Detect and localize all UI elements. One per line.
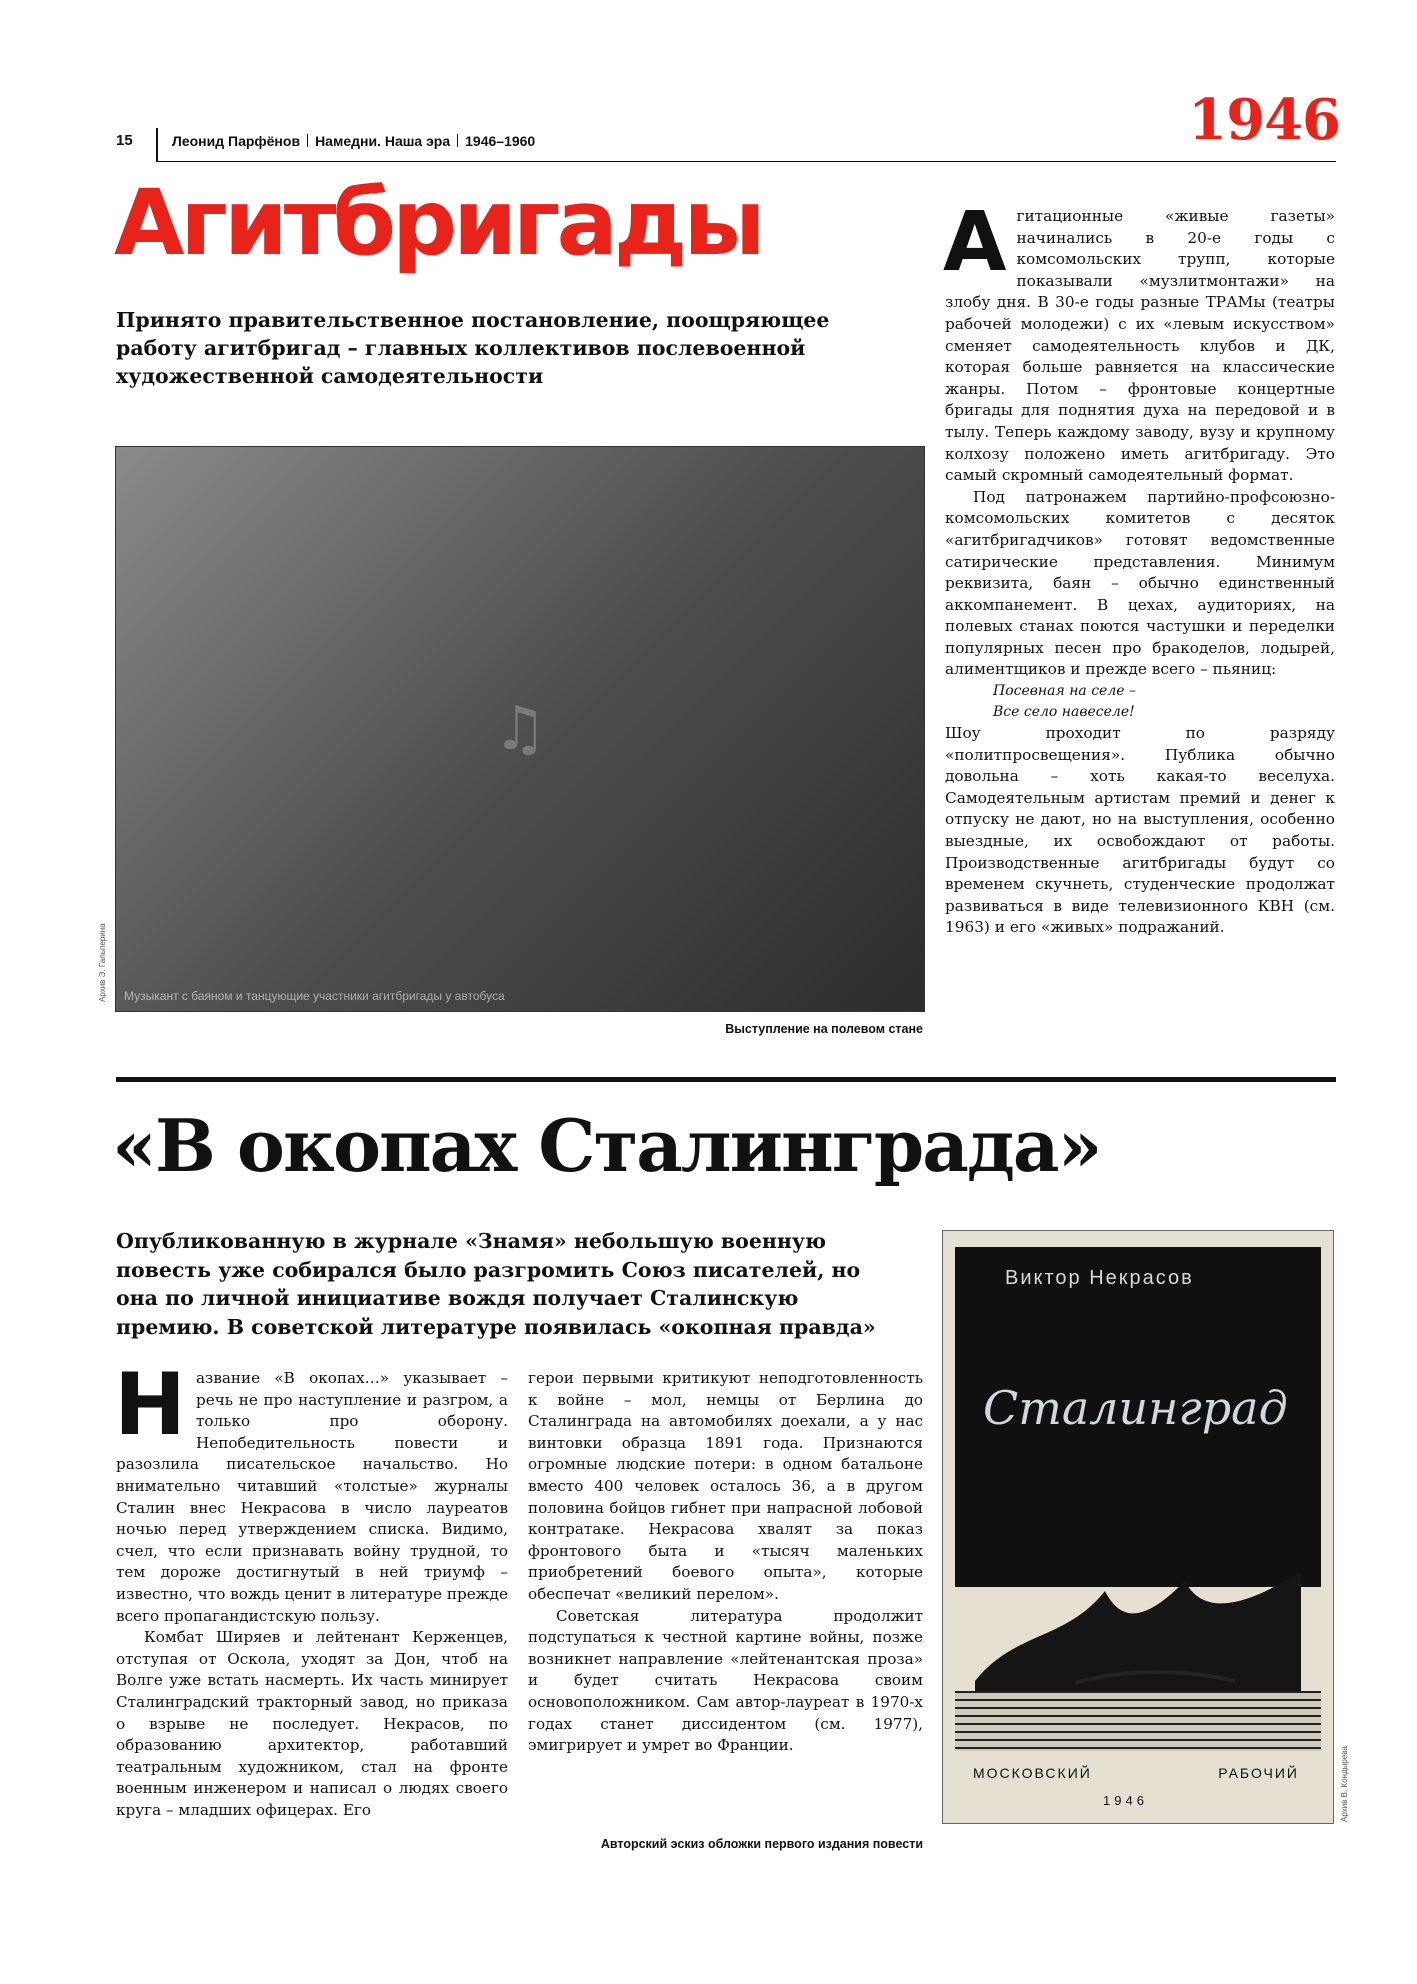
article2-column-1 <box>114 1355 508 1821</box>
article1-p3: Шоу проходит по разряду «политпросвещения». Публика обычно довольна – хоть какая-то веселуха. Самодеятельным артистам премий и денег к отпуску не дают, но на выступления, особенно выездные, их освобождают от работы. Производственные агитбригады будут со временем скучнеть, студенческие продолжат развиваться в виде телевизионного КВН (см. 1963) и его «живых» подражаний. <box>945 724 1335 937</box>
article1-photo-caption: Выступление на полевом стане <box>725 1022 923 1036</box>
header-author: Леонид Парфёнов <box>172 133 301 149</box>
article2-column-2 <box>528 1368 923 1757</box>
article1-p2: Под патронажем партийно-профсоюзно-комсомольских комитетов с десяток «агитбригадчиков» готовят ведомственные сатирические представления. Минимум реквизита, баян – обычно единственный аккомпанемент. В цехах, аудиториях, на полевых станах поются частушки и переделки популярных песен про бракоделов, лодырей, алиментщиков и прежде всего – пьяниц: <box>945 487 1335 679</box>
header-pipe <box>307 134 308 147</box>
header-text <box>172 133 535 149</box>
book-cover-image <box>942 1230 1334 1824</box>
cover-publisher-right: РАБОЧИЙ <box>1218 1765 1299 1781</box>
header-pipe <box>457 134 458 147</box>
article2-p3: герои первыми критикуют неподготовленность к войне – мол, немцы от Берлина до Сталинграда на автомобилях доехали, а у нас винтовки образца 1891 года. Признаются огромные людские потери: в одном батальоне вместо 400 человек осталось 36, а в другом половина бойцов гибнет при напрасной лобовой контратаке. Некрасова хвалят за показ фронтового быта и «тысяч маленьких приобретений боевого опыта», которые обеспечат «великий перелом». <box>528 1369 923 1603</box>
cover-year: 1946 <box>1103 1793 1148 1808</box>
header-series: Намедни. Наша эра <box>315 133 451 149</box>
cover-water-lines <box>955 1691 1321 1751</box>
article1-lead: Принято правительственное постановление, поощряющее работу агитбригад – главных коллективов послевоенной художественной самодеятельности <box>116 308 830 388</box>
article2-cover-caption: Авторский эскиз обложки первого издания повести <box>600 1837 923 1851</box>
article2-lead: Опубликованную в журнале «Знамя» небольшую военную повесть уже собирался было разгромить Союз писателей, но она по личной инициативе вождя получает Сталинскую премию. В советской литературе появилась «окопная правда» <box>116 1229 876 1339</box>
article2-drop-cap: Н <box>114 1355 186 1455</box>
cover-smoke-drawing <box>955 1571 1321 1701</box>
article2-p2: Комбат Ширяев и лейтенант Керженцев, отступая от Оскола, уходят за Дон, чтоб на Волге уже встать насмерть. Их часть минирует Сталинградский тракторный завод, но приказа о взрыве не последует. Некрасов, по образованию архитектор, работавший театральным художником, стал на фронте военным инженером и написал о людях своего круга – младших офицерах. Его <box>116 1628 508 1819</box>
article2-p4: Советская литература продолжит подступаться к честной картине войны, позже возникнет направление «лейтенантская проза» и будет считать Некрасова своим основоположником. Сам автор-лауреат в 1970-х годах станет диссидентом (см. 1977), эмигрирует и умрет во Франции. <box>528 1606 923 1755</box>
verse-line-1: Посевная на селе – <box>993 683 1136 700</box>
verse-line-2: Все село навеселе! <box>993 704 1135 721</box>
header-rule <box>156 161 1336 162</box>
section-divider <box>116 1077 1336 1082</box>
article2-title: «В окопах Сталинграда» <box>112 1103 1101 1188</box>
article2-p1: азвание «В окопах…» указывает – речь не про наступление и разгром, а только про оборону. Непобедительность повести и разозлила писательское начальство. Но внимательно читавший «толстые» журналы Сталин внес Некрасова в число лауреатов ночью перед утверждением списка. Видимо, счел, что если признавать войну трудной, то тем дороже достигнутый в ней триумф – известно, что вождь ценит в литературе прежде всего пропагандистскую пользу. <box>116 1369 508 1625</box>
running-header <box>116 124 1336 162</box>
cover-author: Виктор Некрасов <box>1005 1267 1194 1289</box>
article2-cover-credit: Архив В. Кондырева <box>1340 1746 1349 1822</box>
article2-paragraph <box>114 1355 508 1627</box>
article1-paragraph <box>943 195 1335 487</box>
header-separator <box>156 128 158 162</box>
article1-photo <box>115 446 925 1012</box>
cover-title: Сталинград <box>983 1381 1288 1435</box>
article1-photo-credit: Архив Э. Гальперина <box>98 923 107 1002</box>
article1-body <box>943 195 1335 939</box>
article1-drop-cap: А <box>943 195 1007 290</box>
header-years: 1946–1960 <box>465 133 536 149</box>
page-number: 15 <box>116 132 133 149</box>
article1-p1: гитационные «живые газеты» начинались в 20-е годы с комсомольских трупп, которые показывали «музлитмонтажи» на злобу дня. В 30-е годы разные ТРАМы (театры рабочей молодежи) с их «левым искусством» сменяет самодеятельность клубов и ДК, которая больше равняется на классические жанры. Потом – фронтовые концертные бригады для поднятия духа на передовой и в тылу. Теперь каждому заводу, вузу и крупному колхозу положено иметь агитбригаду. Это самый скромный самодеятельный формат. <box>945 207 1335 485</box>
year-label: 1946 <box>1188 87 1340 153</box>
article1-title: Агитбригады <box>114 171 762 276</box>
cover-publisher-left: МОСКОВСКИЙ <box>973 1765 1092 1781</box>
photo-description: Музыкант с баяном и танцующие участники агитбригады у автобуса <box>124 989 505 1003</box>
photo-placeholder-icon: ♫ <box>493 694 547 764</box>
